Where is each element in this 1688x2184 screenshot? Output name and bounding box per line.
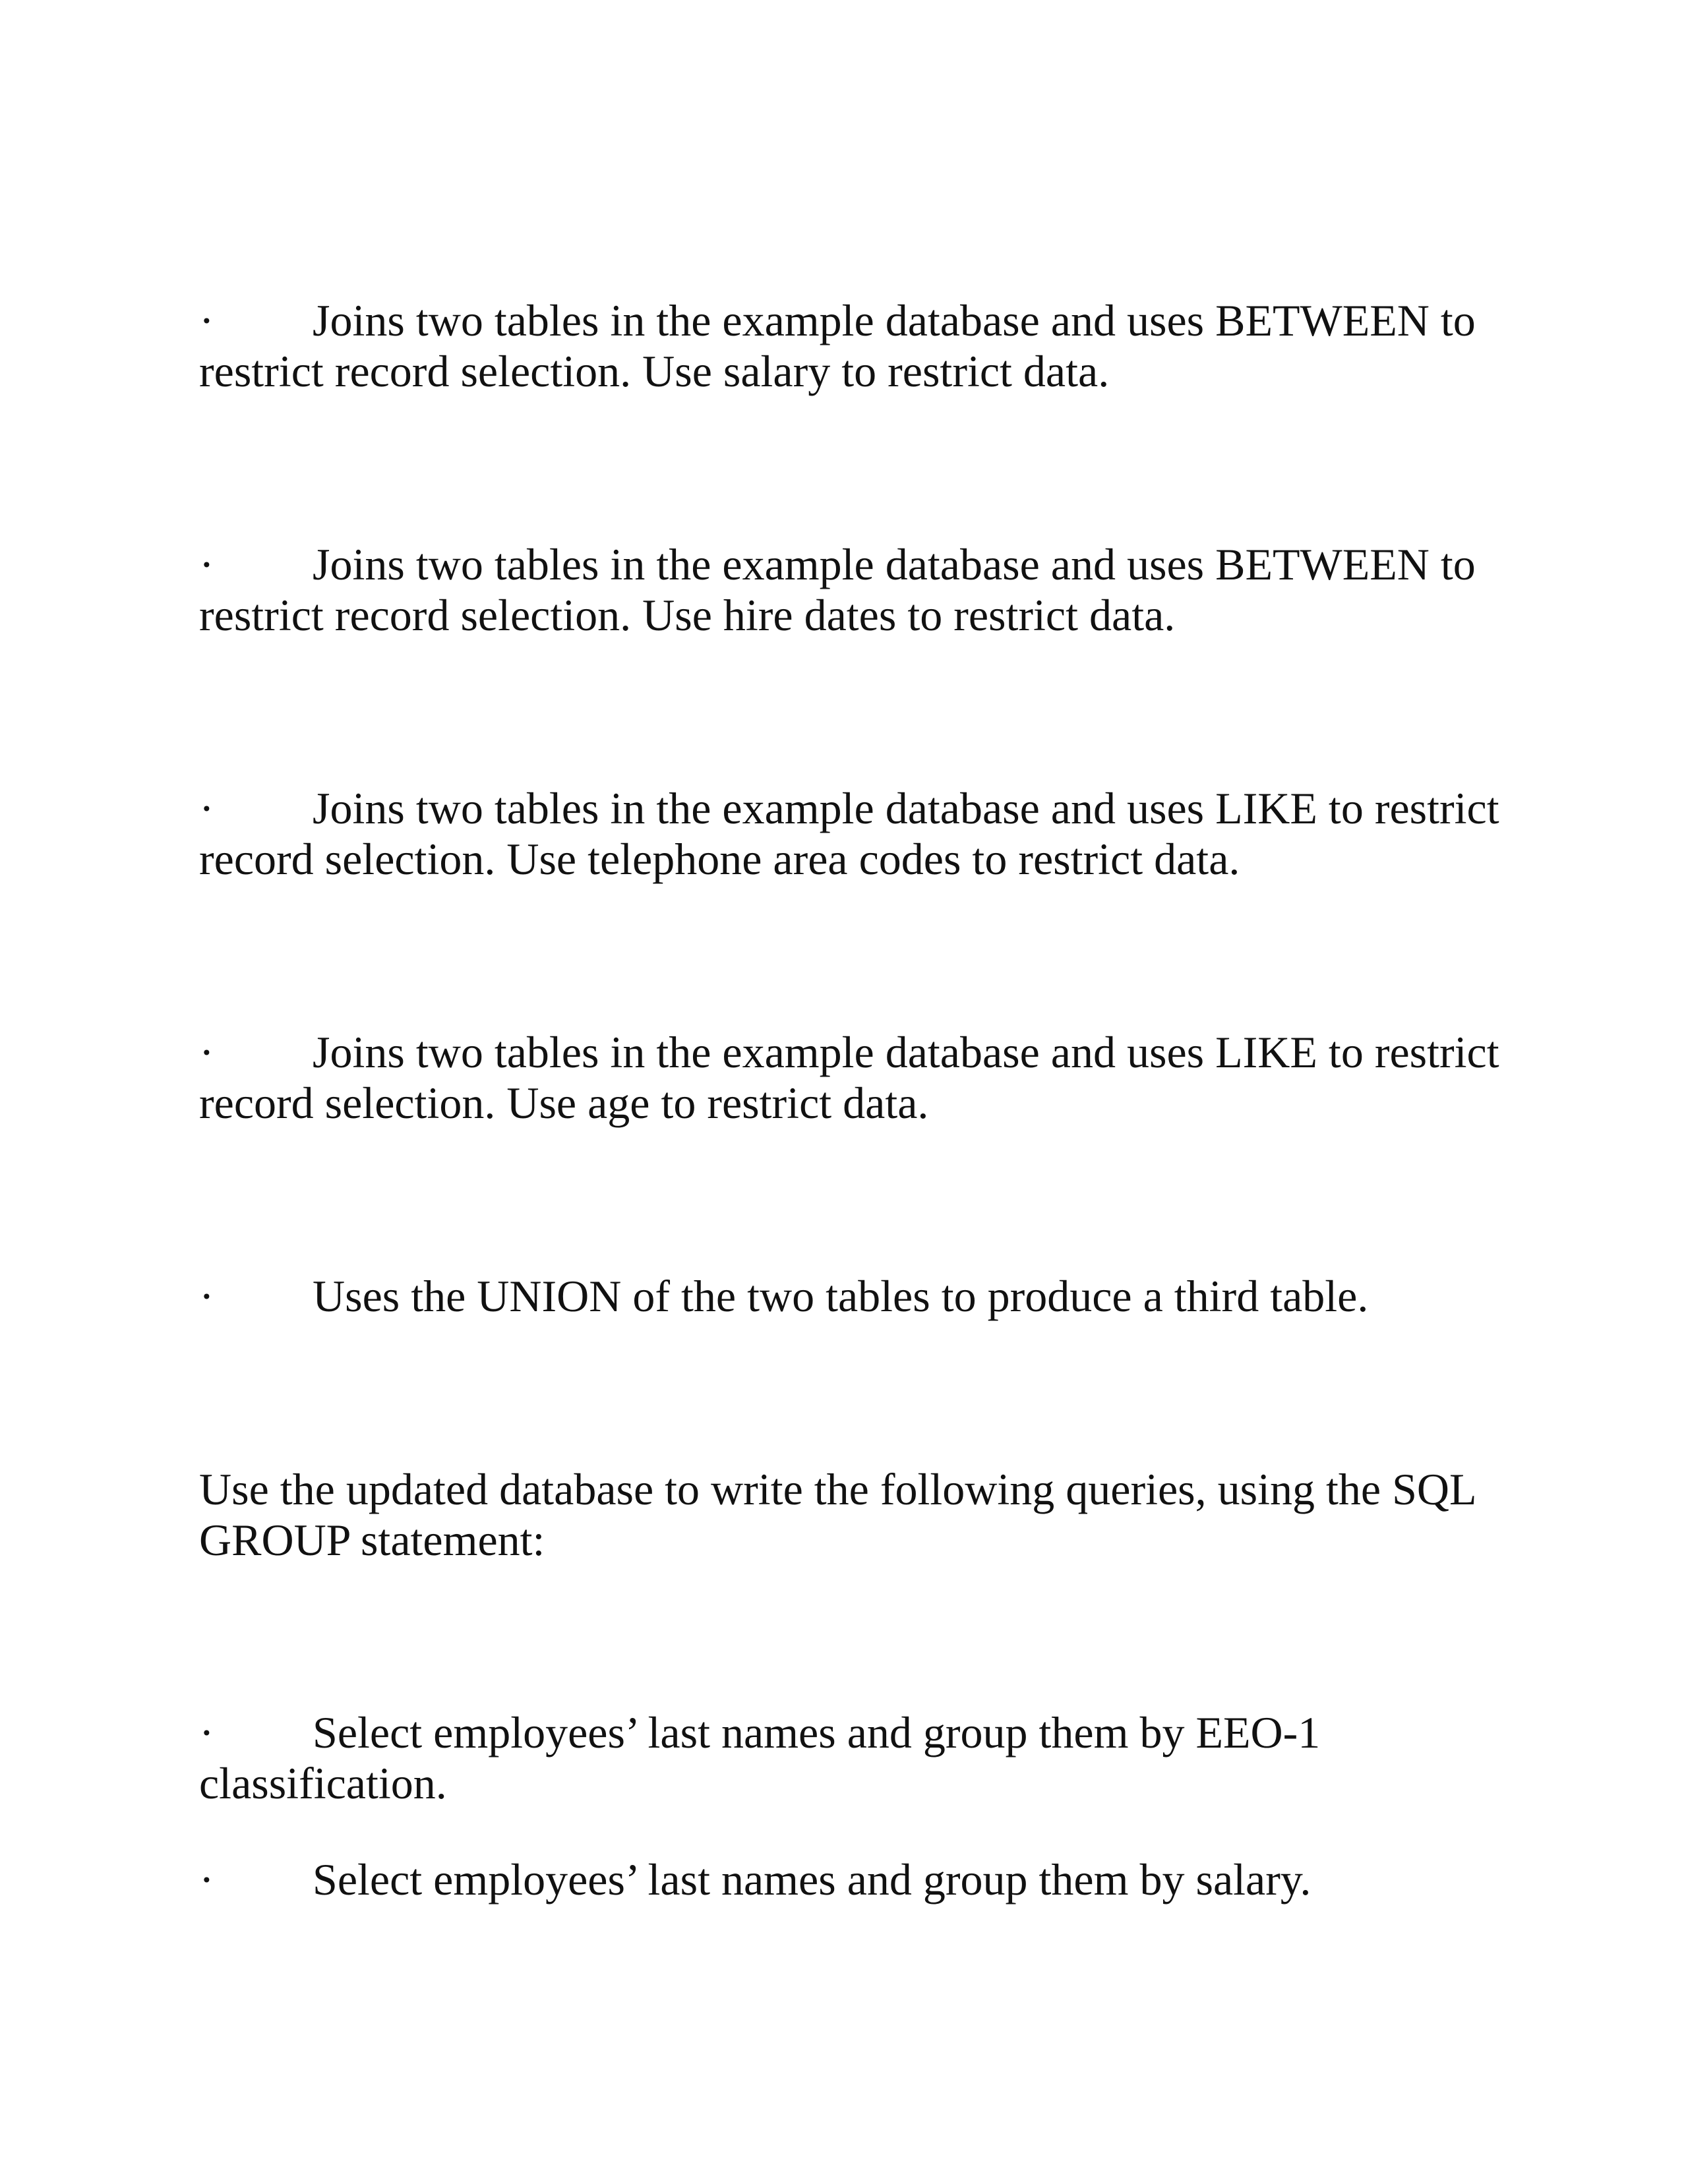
bullet-item-area-codes-like	[199, 783, 1518, 885]
bullet-text: Joins two tables in the example database and uses LIKE to restrict record selection. Use telephone area codes to restrict data.	[199, 783, 1499, 884]
bullet-text: Select employees’ last names and group them by EEO-1 classification.	[199, 1707, 1321, 1808]
bullet-text: Joins two tables in the example database and uses LIKE to restrict record selection. Use age to restrict data.	[199, 1027, 1499, 1128]
bullet-dot: ·	[199, 783, 214, 833]
bullet-dot: ·	[199, 1027, 214, 1077]
bullet-item-salary-between	[199, 295, 1518, 397]
bullet-dot: ·	[199, 295, 214, 345]
bullet-item-hire-dates-between	[199, 539, 1518, 641]
bullet-text: Joins two tables in the example database and uses BETWEEN to restrict record selection. Use hire dates to restrict data.	[199, 539, 1476, 640]
bullet-item-group-eeo1	[199, 1707, 1518, 1809]
bullet-text: Select employees’ last names and group them by salary.	[313, 1854, 1311, 1904]
group-statement-paragraph: Use the updated database to write the following queries, using the SQL GROUP statement:	[199, 1464, 1476, 1565]
bullet-text: Uses the UNION of the two tables to produce a third table.	[313, 1271, 1369, 1321]
bullet-dot: ·	[199, 1854, 214, 1904]
bullet-item-group-salary	[199, 1854, 1518, 1905]
bullet-item-age-like	[199, 1027, 1518, 1129]
bullet-item-union	[199, 1271, 1518, 1322]
bullet-text: Joins two tables in the example database and uses BETWEEN to restrict record selection. Use salary to restrict data.	[199, 295, 1476, 396]
bullet-dot: ·	[199, 539, 214, 589]
bullet-dot: ·	[199, 1271, 214, 1321]
bullet-dot: ·	[199, 1707, 214, 1757]
